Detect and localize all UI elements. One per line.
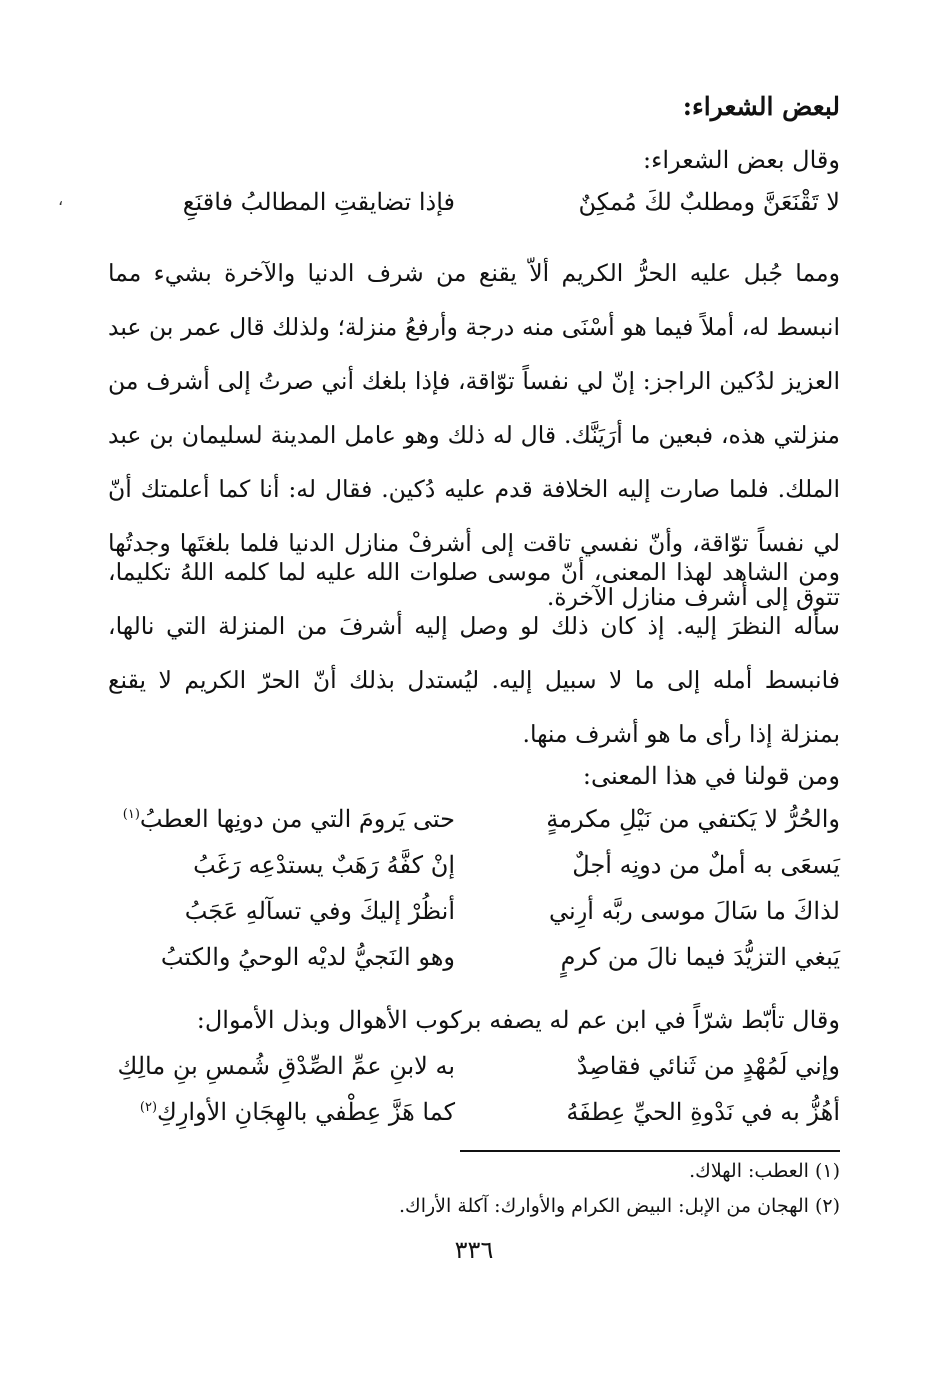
- poem1-row-1: [110, 805, 840, 849]
- poem2-row-2: [110, 1098, 840, 1142]
- verse-second-hemistich: [140, 1098, 455, 1126]
- verse-first-hemistich: يَبغي التزيُّدَ فيما نالَ من كرمٍ: [560, 943, 840, 971]
- section-heading: لبعض الشعراء:: [682, 92, 840, 121]
- footnote-2: (٢) الهجان من الإبل: البيض الكرام والأوارك: آكلة الأراك.: [399, 1195, 840, 1217]
- verse-row-0: [110, 188, 840, 232]
- paragraph-1: ومما جُبل عليه الحرُّ الكريم ألاّ يقنع من شرف الدنيا والآخرة بشيء مما انبسط له، أملاً فيما هو أسْنَى منه درجة وأرفعُ منزلة؛ ولذلك قال عمر بن عبد العزيز لدُكين الراجز: إنّ لي نفساً توّاقة، فإذا بلغك أني صرتُ إلى أشرف من منزلتي هذه، فبعين ما أرَيَنَّك. قال له ذلك وهو عامل المدينة لسليمان بن عبد الملك. فلما صارت إليه الخلافة قدم عليه دُكين. فقال له: أنا كما أعلمتك أنّ لي نفساً توّاقة، وأنّ نفسي تاقت إلى أشرفْ منازل الدنيا فلما بلغتَها وجدتُها تتوق إلى أشرف منازل الآخرة.: [108, 259, 840, 611]
- verse-first-hemistich: والحُرُّ لا يَكتفي من نَيْلِ مكرمةٍ: [546, 805, 840, 833]
- verse-second-hemistich: فإذا تضايقتِ المطالبُ فاقنَعِ: [182, 188, 455, 216]
- intro-line-3: وقال تأبّط شرّاً في ابن عم له يصفه بركوب الأهوال وبذل الأموال:: [196, 1006, 840, 1034]
- verse-first-hemistich: يَسعَى به أملٌ من دونِه أجلٌ: [572, 851, 840, 879]
- footnote-separator: [460, 1150, 840, 1152]
- page-number: ٣٣٦: [454, 1236, 494, 1264]
- verse-second-hemistich: [123, 805, 455, 833]
- footnote-1: (١) العطب: الهلاك.: [689, 1160, 840, 1182]
- paragraph-2: ومن الشاهد لهذا المعنى، أنّ موسى صلوات الله عليه لما كلمه اللهُ تكليما، سأله النظرَ إليه. إذ كان ذلك لو وصل إليه أشرفَ من المنزلة التي نالها، فانبسط أمله إلى ما لا سبيل إليه. ليُستدل بذلك أنّ الحرّ الكريم لا يقنع بمنزلة إذا رأى ما هو أشرف منها.: [108, 558, 840, 748]
- margin-mark: ،: [58, 190, 64, 209]
- poem1-row-4: [110, 943, 840, 987]
- verse-second-hemistich: أنظُرْ إليكَ وفي تسآلهِ عَجَبُ: [184, 897, 455, 925]
- poem1-row-2: [110, 851, 840, 895]
- intro-line-2: ومن قولنا في هذا المعنى:: [582, 762, 840, 790]
- footnote-marker: (١): [122, 807, 140, 822]
- poem1-row-3: [110, 897, 840, 941]
- intro-line-1: وقال بعض الشعراء:: [643, 146, 840, 174]
- verse-first-hemistich: أهُزُّ به في نَدْوةِ الحيِّ عِطفَهُ: [566, 1098, 840, 1126]
- verse-text: حتى يَرومَ التي من دونِها العطبُ: [139, 805, 455, 833]
- verse-text: كما هَزَّ عِطْفي بالهِجَانِ الأوارِكِ: [157, 1098, 455, 1126]
- verse-first-hemistich: لا تَقْنَعَنَّ ومطلبٌ لكَ مُمكِنٌ: [578, 188, 840, 216]
- poem2-row-1: [110, 1052, 840, 1096]
- verse-second-hemistich: وهو النَجيُّ لديْه الوحيُ والكتبُ: [160, 943, 455, 971]
- verse-second-hemistich: إنْ كفَّهُ رَهَبٌ يستدْعِه رَغَبُ: [193, 851, 455, 879]
- footnote-marker: (٢): [139, 1100, 158, 1115]
- verse-first-hemistich: لذاكَ ما سَالَ موسى ربَّه أرِني: [549, 897, 840, 925]
- verse-second-hemistich: به لابنِ عمِّ الصِّدْقِ شُمسِ بنِ مالِكِ: [117, 1052, 455, 1080]
- verse-first-hemistich: وإني لَمُهْدٍ من ثَنائي فقاصِدٌ: [576, 1052, 840, 1080]
